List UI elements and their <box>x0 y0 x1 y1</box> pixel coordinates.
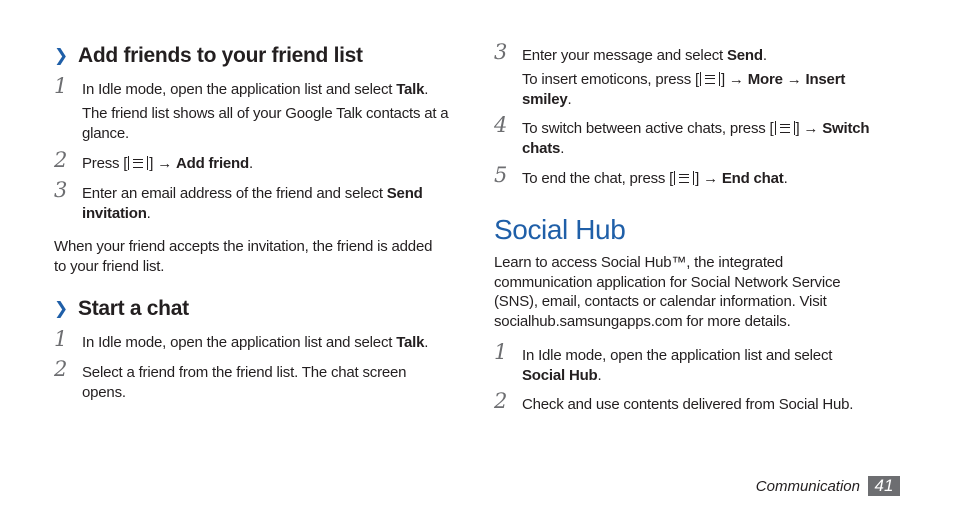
step-number: 1 <box>494 340 508 364</box>
section-heading-add-friends <box>54 44 363 68</box>
section-title: Start a chat <box>78 297 189 320</box>
step-text: Enter an email address of the friend and select Send invitation. <box>82 185 423 222</box>
step-text: Check and use contents delivered from Social Hub. <box>522 396 854 413</box>
menu-key-icon <box>128 156 148 170</box>
section-heading-start-chat <box>54 297 189 321</box>
step-number: 3 <box>54 178 68 202</box>
step-number: 4 <box>494 113 508 137</box>
section-title: Add friends to your friend list <box>78 44 363 67</box>
menu-key-icon <box>700 72 720 86</box>
paragraph: When your friend accepts the invitation, the friend is added to your friend list. <box>54 238 433 275</box>
page-footer <box>756 476 900 496</box>
step-number: 2 <box>54 357 68 381</box>
step-text: In Idle mode, open the application list and select Talk. <box>82 334 429 351</box>
chapter-label: Communication <box>755 477 860 495</box>
step-number: 3 <box>494 40 508 64</box>
page-number: 41 <box>868 476 900 496</box>
chevron-right-icon: ❯ <box>54 299 69 318</box>
step-number: 2 <box>54 148 68 172</box>
menu-key-icon <box>674 171 694 185</box>
step-text: To end the chat, press [ ] → End chat. <box>522 170 788 187</box>
step-number: 1 <box>54 327 68 351</box>
section-title-social-hub: Social Hub <box>494 214 626 245</box>
step-note: The friend list shows all of your Google Talk contacts at a glance. <box>82 105 449 142</box>
step-note: To insert emoticons, press [ ] → More → Insert smiley. <box>522 71 846 108</box>
step-number: 1 <box>54 74 68 98</box>
step-text: Select a friend from the friend list. The chat screen opens. <box>82 364 407 401</box>
paragraph: Learn to access Social Hub™, the integrated communication application for Social Network Service (SNS), email, contacts or calendar information. Visit socialhub.samsungapps.com for more details. <box>494 254 841 330</box>
step-number: 5 <box>494 163 508 187</box>
step-number: 2 <box>494 389 508 413</box>
step-text: In Idle mode, open the application list and select Social Hub. <box>522 347 833 384</box>
step-text: Press [ ] → Add friend. <box>82 155 253 172</box>
menu-key-icon <box>775 121 795 135</box>
step-text: To switch between active chats, press [ ] → Switch chats. <box>522 120 870 157</box>
step-text: In Idle mode, open the application list and select Talk. The friend list shows all of your Google Talk contacts at a glance. <box>82 80 454 144</box>
chevron-right-icon: ❯ <box>54 46 69 65</box>
step-text: Enter your message and select Send. To insert emoticons, press [ ] → More → Insert smiley. <box>522 46 894 110</box>
